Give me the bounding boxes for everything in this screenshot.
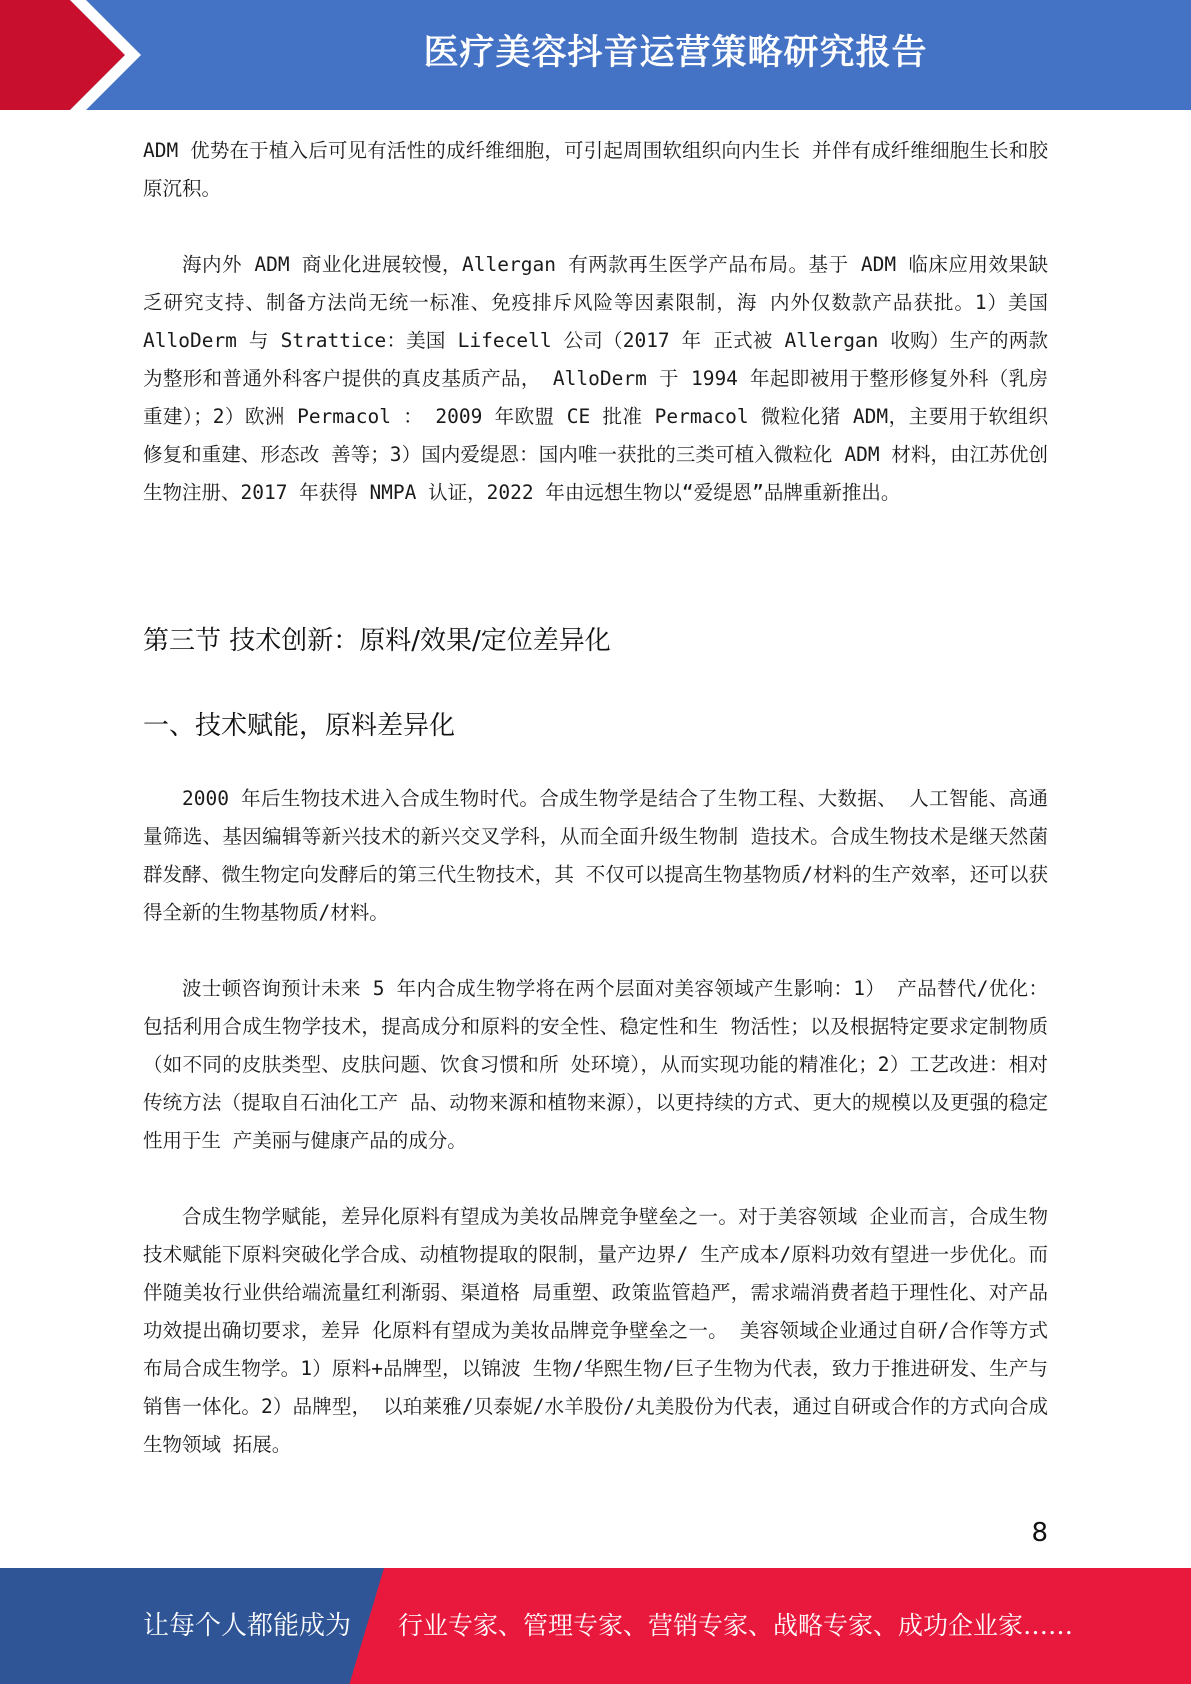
footer-slogan-left: 让每个人都能成为 [143,1611,352,1641]
page-footer [0,1568,1191,1684]
footer-slogan-right: 行业专家、管理专家、营销专家、战略专家、成功企业家…… [398,1611,1074,1640]
header-chevron-decoration [0,0,160,110]
paragraph-adm-advantage: ADM 优势在于植入后可见有活性的成纤维细胞，可引起周围软组织向内生长 并伴有成纤维细胞生长和胶原沉积。 [143,139,1048,200]
page-number: 8 [1031,1518,1048,1548]
page-header [0,0,1191,110]
paragraph-bcg-forecast: 波士顿咨询预计未来 5 年内合成生物学将在两个层面对美容领域产生影响：1） 产品替代/优化：包括利用合成生物学技术，提高成分和原料的安全性、稳定性和生 物活性；以及根据特定要求定制物质（如不同的皮肤类型、皮肤问题、饮食习惯和所 处环境），从而实现功能的精准化；2）工艺改进：相对传统方法（提取自石油化工产 品、动物来源和植物来源），以更持续的方式、更大的规模以及更强的稳定性用于生 产美丽与健康产品的成分。 [143,977,1048,1152]
paragraph-adm-commercialization: 海内外 ADM 商业化进展较慢，Allergan 有两款再生医学产品布局。基于 ADM 临床应用效果缺乏研究支持、制备方法尚无统一标准、免疫排斥风险等因素限制，海 内外仅数款产品获批。1）美国 AlloDerm 与 Strattice：美国 Lifecell 公司（2017 年 正式被 Allergan 收购）生产的两款为整形和普通外科客户提供的真皮基质产品， AlloDerm 于 1994 年起即被用于整形修复外科（乳房重建）；2）欧洲 Permacol ： 2009 年欧盟 CE 批准 Permacol 微粒化猪 ADM，主要用于软组织修复和重建、形态改 善等；3）国内爱缇恩：国内唯一获批的三类可植入微粒化 ADM 材料，由江苏优创 生物注册、2017 年获得 NMPA 认证，2022 年由远想生物以“爱缇恩”品牌重新推出。 [143,253,1048,504]
paragraph-differentiated-materials: 合成生物学赋能，差异化原料有望成为美妆品牌竞争壁垒之一。对于美容领域 企业而言，合成生物技术赋能下原料突破化学合成、动植物提取的限制，量产边界/ 生产成本/原料功效有望进一步优化。而伴随美妆行业供给端流量红利渐弱、渠道格 局重塑、政策监管趋严，需求端消费者趋于理性化、对产品功效提出确切要求，差异 化原料有望成为美妆品牌竞争壁垒之一。 美容领域企业通过自研/合作等方式布局合成生物学。1）原料+品牌型，以锦波 生物/华熙生物/巨子生物为代表，致力于推进研发、生产与销售一体化。2）品牌型， 以珀莱雅/贝泰妮/水羊股份/丸美股份为代表，通过自研或合作的方式向合成生物领域 拓展。 [143,1205,1048,1456]
paragraph-synthetic-biology: 2000 年后生物技术进入合成生物时代。合成生物学是结合了生物工程、大数据、 人工智能、高通量筛选、基因编辑等新兴技术的新兴交叉学科，从而全面升级生物制 造技术。合成生物技术是继天然菌群发酵、微生物定向发酵后的第三代生物技术，其 不仅可以提高生物基物质/材料的生产效率，还可以获得全新的生物基物质/材料。 [143,787,1048,924]
sub-heading: 一、技术赋能，原料差异化 [143,711,456,741]
report-title: 医疗美容抖音运营策略研究报告 [423,33,928,73]
main-content [143,132,1048,1464]
section-heading: 第三节 技术创新：原料/效果/定位差异化 [143,626,611,656]
